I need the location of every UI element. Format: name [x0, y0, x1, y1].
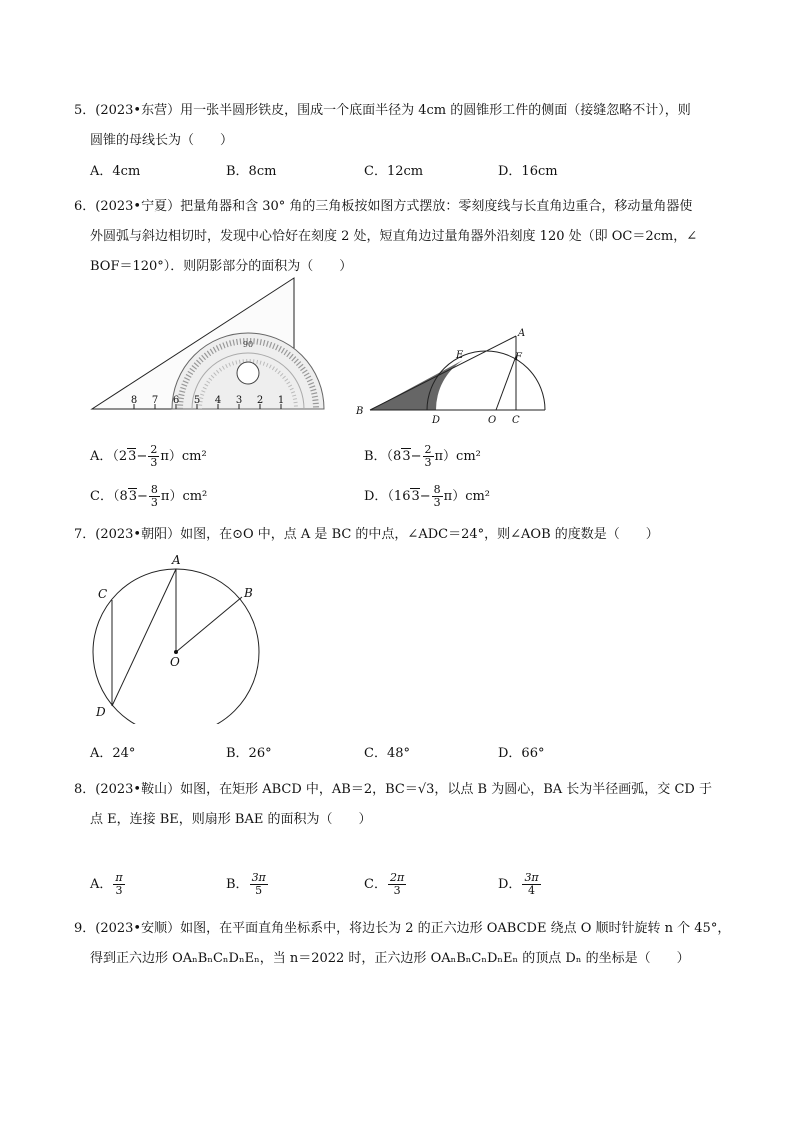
- question-6: [74, 192, 730, 282]
- q6-options-row1: [90, 444, 710, 474]
- protractor-90-label: 90: [242, 340, 254, 349]
- ruler-tick-8: 8: [130, 395, 138, 406]
- label-A: A: [518, 328, 526, 339]
- q5-stem-line1: 5．(2023•东营）用一张半圆形铁皮，围成一个底面半径为 4cm 的圆锥形工件的侧面（接缝忽略不计），则: [74, 103, 691, 118]
- label-C: C: [512, 415, 520, 426]
- q5-option-d[interactable]: D．16cm: [498, 164, 558, 179]
- question-5: [74, 96, 730, 156]
- q5-option-c[interactable]: C．12cm: [364, 164, 424, 179]
- q5-option-a[interactable]: A．4cm: [90, 164, 141, 179]
- ruler-tick-4: 4: [214, 395, 222, 406]
- label-O: O: [488, 415, 497, 426]
- label-A: A: [172, 553, 181, 567]
- q6-stem-line3: BOF＝120°）．则阴影部分的面积为（ ）: [90, 259, 353, 274]
- q6-option-a[interactable]: A．（23− $\frac{2}{3}$ π）cm²: [90, 443, 207, 469]
- q8-option-a[interactable]: A． $\frac{\pi}{3}$: [90, 871, 123, 897]
- q5-options: [90, 160, 710, 190]
- label-D: D: [96, 705, 106, 719]
- label-B: B: [356, 406, 364, 417]
- q7-circle-figure: [82, 552, 272, 724]
- q8-option-c[interactable]: C． $\frac{2\pi}{3}$: [364, 871, 405, 897]
- q6-options-row2: [90, 484, 710, 514]
- q5-option-b[interactable]: B．8cm: [226, 164, 277, 179]
- ruler-tick-5: 5: [193, 395, 201, 406]
- label-F: F: [515, 352, 522, 363]
- q8-option-d[interactable]: D． $\frac{3\pi}{4}$: [498, 871, 539, 897]
- label-D: D: [432, 415, 441, 426]
- q9-stem-line2: 得到正六边形 OAₙBₙCₙDₙEₙ，当 n＝2022 时，正六边形 OAₙBₙCₙDₙEₙ 的顶点 Dₙ 的坐标是（ ）: [90, 951, 690, 966]
- q7-option-c[interactable]: C．48°: [364, 746, 410, 761]
- ruler-tick-6: 6: [172, 395, 180, 406]
- q6-protractor-figure: [88, 272, 340, 414]
- q6-stem-line1: 6．(2023•宁夏）把量角器和含 30° 角的三角板按如图方式摆放：零刻度线与长直角边重合，移动量角器使: [74, 199, 693, 214]
- q9-stem-line1: 9．(2023•安顺）如图，在平面直角坐标系中，将边长为 2 的正六边形 OABCDE 绕点 O 顺时针旋转 n 个 45°，: [74, 921, 731, 936]
- q7-options: [90, 742, 710, 772]
- question-7: [74, 520, 730, 550]
- q7-stem-line1: 7．(2023•朝阳）如图，在⊙O 中，点 A 是 BC 的中点，∠ADC＝24°，则∠AOB 的度数是（ ）: [74, 527, 659, 542]
- question-9: [74, 914, 730, 974]
- q8-option-b[interactable]: B． $\frac{3\pi}{5}$: [226, 871, 266, 897]
- q8-stem-line1: 8．(2023•鞍山）如图，在矩形 ABCD 中，AB＝2，BC＝√3，以点 B 为圆心，BA 长为半径画弧，交 CD 于: [74, 782, 712, 797]
- ruler-tick-1: 1: [277, 395, 285, 406]
- label-C: C: [98, 587, 108, 601]
- q8-stem-line2: 点 E，连接 BE，则扇形 BAE 的面积为（ ）: [90, 812, 372, 827]
- ruler-tick-7: 7: [151, 395, 159, 406]
- q6-stem-line2: 外圆弧与斜边相切时，发现中心恰好在刻度 2 处，短直角边过量角器外沿刻度 120 处（即 OC＝2cm，∠: [90, 229, 698, 244]
- q7-option-b[interactable]: B．26°: [226, 746, 272, 761]
- label-E: E: [456, 350, 464, 361]
- question-8: [74, 775, 730, 835]
- label-O: O: [170, 655, 180, 669]
- q8-options: [90, 872, 710, 908]
- q7-option-d[interactable]: D．66°: [498, 746, 545, 761]
- q6-geometry-figure: [354, 324, 550, 426]
- q6-option-d[interactable]: D．（163− $\frac{8}{3}$ π）cm²: [364, 483, 491, 509]
- semicircle: [427, 351, 545, 410]
- q7-option-a[interactable]: A．24°: [90, 746, 136, 761]
- ruler-tick-2: 2: [256, 395, 264, 406]
- ruler-tick-3: 3: [235, 395, 243, 406]
- q6-option-b[interactable]: B．（83− $\frac{2}{3}$ π）cm²: [364, 443, 481, 469]
- q6-option-c[interactable]: C．（83− $\frac{8}{3}$ π）cm²: [90, 483, 208, 509]
- label-B: B: [244, 586, 253, 600]
- q5-stem-line2: 圆锥的母线长为（ ）: [90, 133, 234, 148]
- center-point: [174, 650, 178, 654]
